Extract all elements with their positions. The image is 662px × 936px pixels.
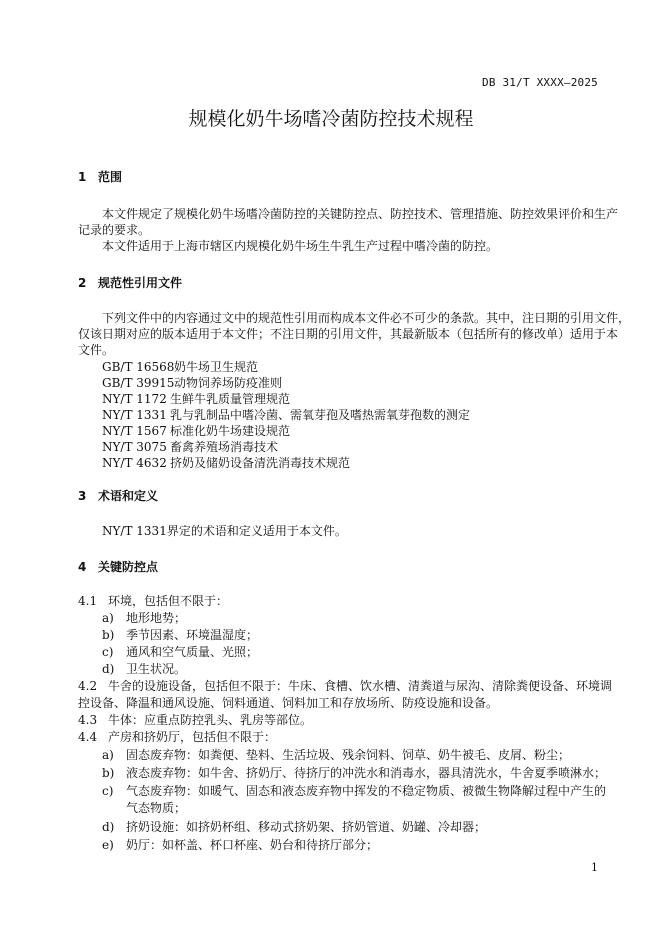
reference-code: NY/T 1172	[102, 392, 167, 406]
list-text: 固态废弃物：如粪便、垫料、生活垃圾、残余饲料、饲草、奶牛被毛、皮屑、粉尘；	[126, 748, 571, 762]
reference-name: 乳与乳制品中嗜冷菌、需氧芽孢及嗜热需氧芽孢数的测定	[170, 408, 471, 422]
reference-item	[102, 440, 278, 454]
section-4-heading	[78, 560, 158, 574]
document-code: DB 31/T XXXX—2025	[482, 76, 598, 89]
list-text: 奶厅：如杯盖、杯口杯座、奶台和待挤厅部分；	[126, 838, 379, 852]
list-item	[102, 784, 606, 798]
list-item	[102, 748, 570, 762]
reference-item	[102, 456, 350, 470]
reference-item	[102, 376, 282, 390]
s3-paragraph: NY/T 1331界定的术语和定义适用于本文件。	[102, 524, 347, 538]
list-text: 通风和空气质量、光照；	[126, 645, 259, 659]
clause-number: 4.1	[78, 594, 98, 608]
document-title: 规模化奶牛场嗜冷菌防控技术规程	[188, 108, 474, 130]
reference-code: GB/T 16568	[102, 360, 175, 374]
reference-name: 标准化奶牛场建设规范	[170, 424, 291, 438]
section-title: 规范性引用文件	[98, 276, 183, 290]
reference-item	[102, 408, 470, 422]
list-text: 卫生状况。	[126, 662, 187, 676]
s1-paragraph-1-line-2: 记录的要求。	[78, 223, 151, 237]
list-item	[102, 645, 258, 659]
list-marker: b)	[102, 766, 115, 780]
clause-number: 4.3	[78, 713, 98, 727]
list-marker: b)	[102, 628, 115, 642]
list-item	[102, 838, 378, 852]
clause-4-1	[78, 594, 228, 608]
clause-text: 牛体：应重点防控乳头、乳房等部位。	[108, 713, 313, 727]
list-marker: e)	[102, 838, 114, 852]
list-item	[102, 628, 258, 642]
reference-name: 生鲜牛乳质量管理规范	[170, 392, 291, 406]
reference-code: NY/T 4632	[102, 456, 167, 470]
reference-code: GB/T 39915	[102, 376, 175, 390]
list-marker: c)	[102, 784, 114, 798]
clause-number: 4.4	[78, 730, 98, 744]
s1-paragraph-1-line-1: 本文件规定了规模化奶牛场嗜冷菌防控的关键防控点、防控技术、管理措施、防控效果评价和生产	[102, 207, 619, 221]
s2-paragraph-line-3: 文件。	[78, 343, 115, 357]
list-item-continuation: 气态物质；	[126, 801, 187, 815]
clause-text: 牛舍的设施设备，包括但不限于：牛床、食槽、饮水槽、清粪道与尿沟、清除粪便设备、环境调	[108, 679, 613, 693]
reference-item	[102, 360, 258, 374]
section-title: 关键防控点	[98, 560, 159, 574]
section-2-heading	[78, 276, 182, 290]
section-1-heading	[78, 170, 122, 184]
list-marker: a)	[102, 748, 114, 762]
reference-name: 挤奶及储奶设备清洗消毒技术规范	[170, 456, 351, 470]
reference-item	[102, 424, 290, 438]
list-text: 挤奶设施：如挤奶杯组、移动式挤奶架、挤奶管道、奶罐、冷却器；	[126, 820, 487, 834]
reference-name: 奶牛场卫生规范	[174, 360, 259, 374]
clause-text: 产房和挤奶厅，包括但不限于：	[108, 730, 277, 744]
s2-paragraph-line-2: 仅该日期对应的版本适用于本文件；不注日期的引用文件，其最新版本（包括所有的修改单）适用于本	[78, 327, 619, 341]
section-number: 1	[78, 170, 87, 184]
s2-paragraph-line-1: 下列文件中的内容通过文中的规范性引用而构成本文件必不可少的条款。其中，注日期的引用文件，	[102, 311, 631, 325]
section-title: 范围	[98, 170, 123, 184]
reference-name: 动物饲养场防疫准则	[174, 376, 283, 390]
page-number: 1	[591, 861, 598, 874]
list-item	[102, 820, 486, 834]
clause-4-2-continuation: 控设备、降温和通风设施、饲料通道、饲料加工和存放场所、防疫设施和设备。	[78, 696, 499, 710]
list-marker: d)	[102, 662, 115, 676]
reference-item	[102, 392, 290, 406]
clause-4-3	[78, 713, 312, 727]
section-number: 3	[78, 489, 87, 503]
clause-number: 4.2	[78, 679, 98, 693]
list-text: 季节因素、环境温湿度；	[126, 628, 259, 642]
list-item	[102, 611, 186, 625]
reference-name: 畜禽养殖场消毒技术	[170, 440, 279, 454]
list-item	[102, 662, 186, 676]
list-item	[102, 766, 606, 780]
list-text: 液态废弃物：如牛舍、挤奶厅、待挤厅的冲洗水和消毒水，器具清洗水，牛舍夏季喷淋水；	[126, 766, 607, 780]
clause-4-4	[78, 730, 276, 744]
clause-text: 环境，包括但不限于：	[108, 594, 229, 608]
reference-code: NY/T 1331	[102, 408, 167, 422]
list-marker: a)	[102, 611, 114, 625]
section-number: 4	[78, 560, 87, 574]
list-text: 气态废弃物：如暖气、固态和液态废弃物中挥发的不稳定物质、被微生物降解过程中产生的	[126, 784, 607, 798]
section-3-heading	[78, 489, 158, 503]
s1-paragraph-2: 本文件适用于上海市辖区内规模化奶牛场生牛乳生产过程中嗜冷菌的防控。	[102, 239, 499, 253]
reference-code: NY/T 1567	[102, 424, 167, 438]
list-marker: c)	[102, 645, 114, 659]
reference-code: NY/T 3075	[102, 440, 167, 454]
section-title: 术语和定义	[98, 489, 159, 503]
clause-4-2	[78, 679, 612, 693]
list-text: 地形地势；	[126, 611, 187, 625]
section-number: 2	[78, 276, 87, 290]
list-marker: d)	[102, 820, 115, 834]
